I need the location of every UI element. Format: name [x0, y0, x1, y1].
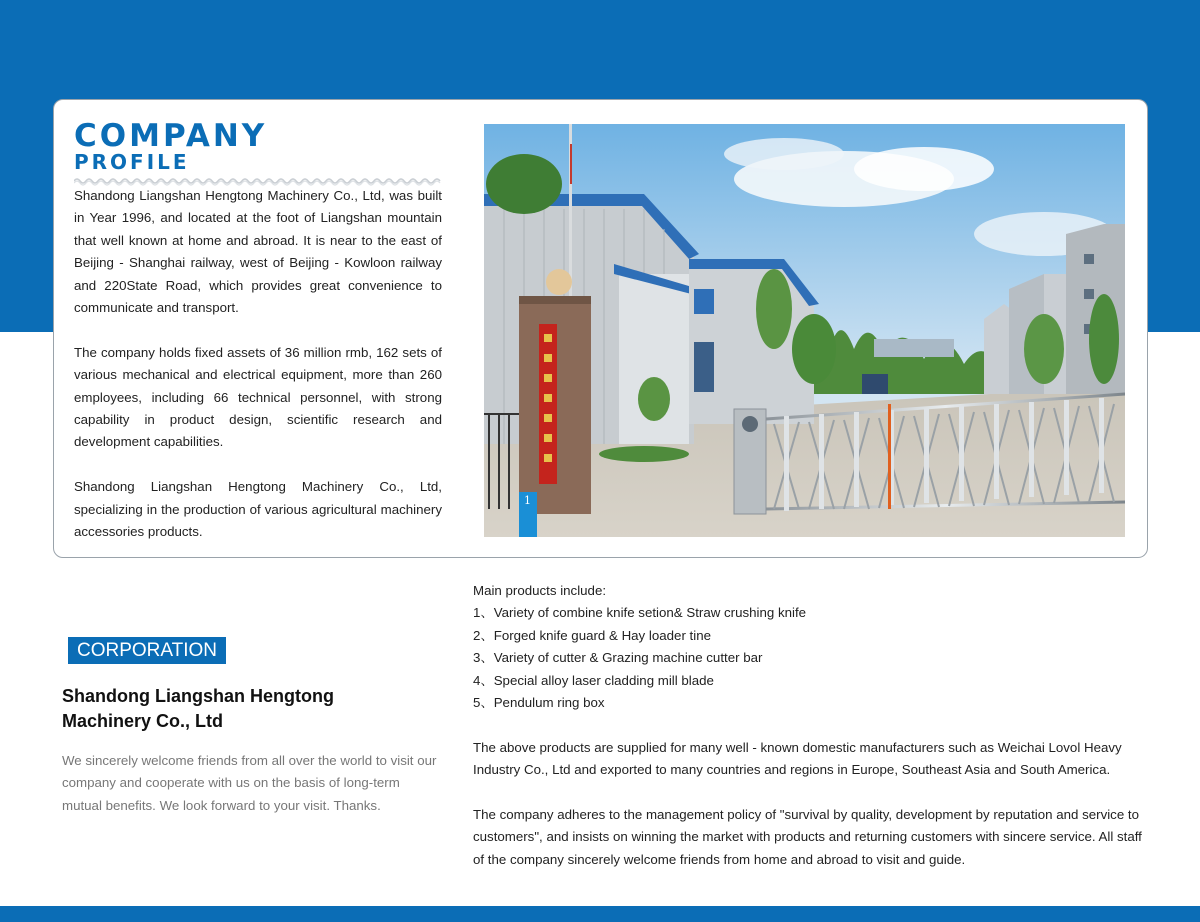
product-item-2: 2、Forged knife guard & Hay loader tine [473, 627, 711, 643]
product-item-5: 5、Pendulum ring box [473, 695, 605, 711]
corporation-badge: CORPORATION [68, 637, 226, 664]
bottom-blue-band [0, 906, 1200, 922]
page-subtitle: PROFILE [74, 150, 190, 174]
company-name-line-2: Machinery Co., Ltd [62, 711, 224, 731]
intro-text [74, 185, 442, 543]
page-title: COMPANY [74, 118, 268, 154]
product-item-3: 3、Variety of cutter & Grazing machine cutter bar [473, 650, 763, 666]
policy-paragraph: The company adheres to the management policy of "survival by quality, development by reputation and service to customers", and insists on winning the market with products and returning customers with sincere service. All staff of the company sincerely welcome friends from home and abroad to visit and guide. [473, 807, 1142, 867]
company-name [62, 684, 392, 734]
product-item-4: 4、Special alloy laser cladding mill blade [473, 672, 714, 688]
intro-paragraph-3: Shandong Liangshan Hengtong Machinery Co., Ltd, specializing in the production of various agricultural machinery accessories products. [74, 479, 442, 540]
company-name-line-1: Shandong Liangshan Hengtong [62, 686, 334, 706]
intro-paragraph-1: Shandong Liangshan Hengtong Machinery Co., Ltd, was built in Year 1996, and located at the foot of Liangshan mountain that well known at home and abroad. It is near to the east of Beijing - Shanghai railway, west of Beijing - Kowloon railway and 220State Road, which provides great convenience to communicate and transport. [74, 188, 442, 316]
gate-number-label: 1 [524, 494, 531, 507]
customers-paragraph: The above products are supplied for many well - known domestic manufacturers such as Weichai Lovol Heavy Industry Co., Ltd and exported to many countries and regions in Europe, Southeast Asia and South America. [473, 739, 1122, 778]
product-item-1: 1、Variety of combine knife setion& Straw crushing knife [473, 605, 807, 621]
products-section [473, 580, 1153, 871]
welcome-text: We sincerely welcome friends from all over the world to visit our company and cooperate with us on the basis of long-term mutual benefits. We look forward to your visit. Thanks. [62, 753, 437, 813]
factory-gate-photo [484, 124, 1125, 537]
products-heading: Main products include: [473, 583, 607, 598]
intro-paragraph-2: The company holds fixed assets of 36 million rmb, 162 sets of various mechanical and electrical equipment, more than 260 employees, including 66 technical personnel, with strong capability in product design, scientific research and development capabilities. [74, 344, 442, 450]
